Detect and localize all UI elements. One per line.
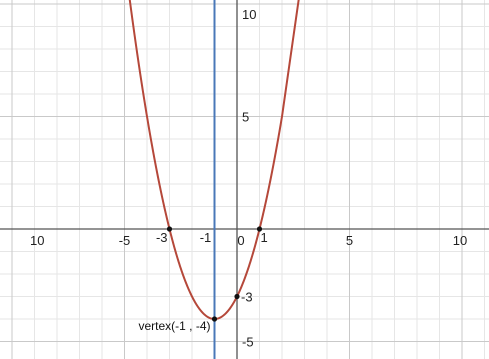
y-intercept-marker [234, 294, 239, 299]
x-tick-label: 10 [30, 233, 45, 248]
x-tick-label: 5 [345, 233, 354, 248]
minus-one-label: -1 [199, 230, 212, 245]
y-intercept-label: -3 [241, 289, 253, 305]
y-tick-label: 10 [242, 7, 257, 22]
x-tick-label: 10 [452, 233, 468, 248]
x-tick-label: -5 [118, 233, 131, 248]
root-left-label: -3 [155, 230, 168, 245]
vertex-marker [212, 316, 217, 321]
y-tick-label: 5 [242, 109, 250, 125]
y-tick-label: -5 [242, 334, 254, 350]
vertex-label: vertex(-1 , -4) [138, 319, 211, 333]
root-right-label: 1 [260, 230, 268, 245]
x-tick-label: 0 [237, 233, 245, 248]
root-left-marker [167, 226, 172, 231]
